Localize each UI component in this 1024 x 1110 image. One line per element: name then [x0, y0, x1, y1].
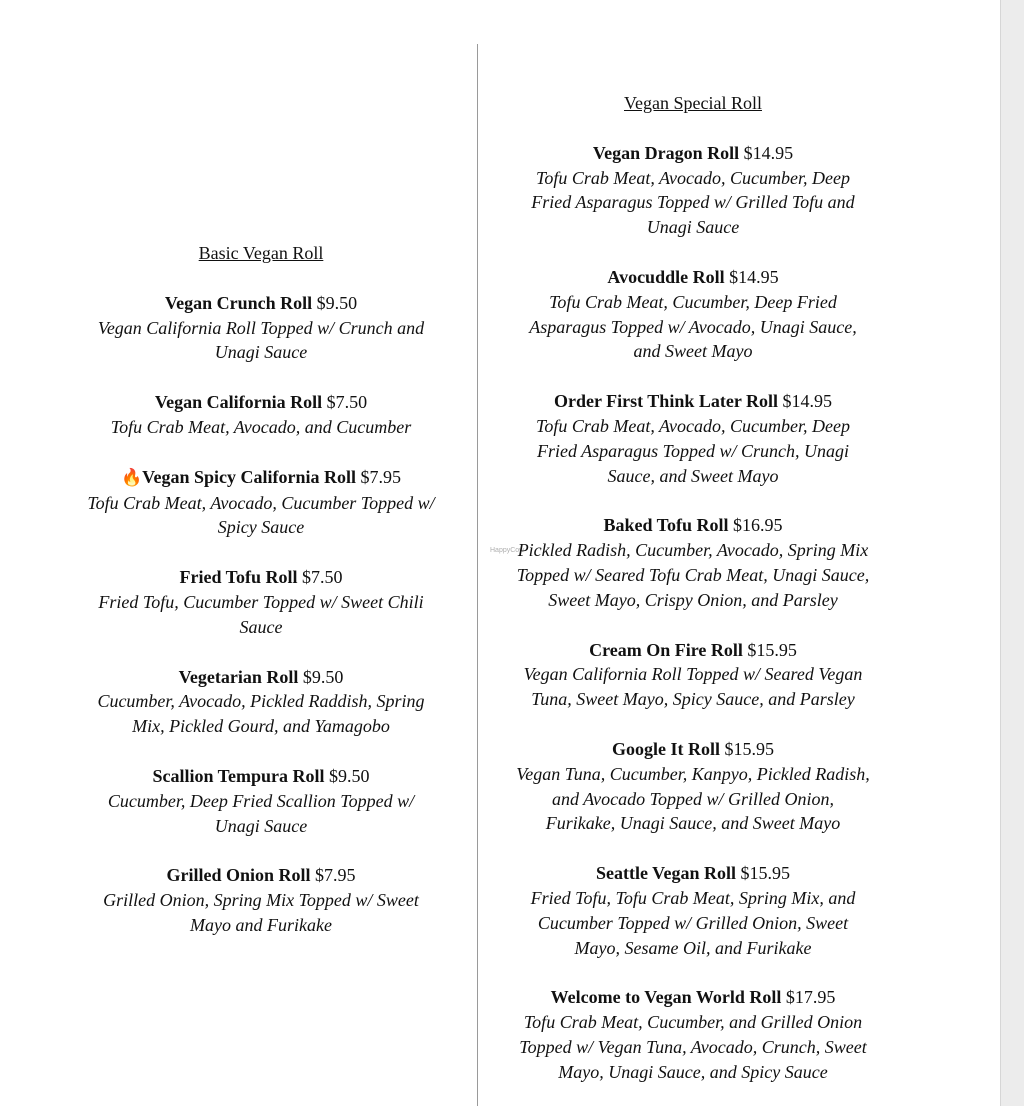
menu-item-name: Vegan Dragon Roll: [592, 142, 740, 163]
section-title-basic-vegan-roll: Basic Vegan Roll: [198, 243, 324, 263]
menu-item-description-line: Cucumber, Avocado, Pickled Raddish, Spring: [97, 691, 425, 712]
menu-item-heading: [493, 389, 893, 414]
vegan-special-roll-list: [493, 141, 893, 1085]
menu-item-heading: [493, 985, 893, 1010]
menu-item-description-line: Fried Asparagus Topped w/ Grilled Tofu and: [531, 192, 855, 213]
menu-item-price: $7.50: [326, 392, 368, 413]
menu-item-description-line: Sweet Mayo, Crispy Onion, and Parsley: [548, 589, 838, 610]
menu-item-name: Scallion Tempura Roll: [152, 765, 325, 786]
menu-item-name: Order First Think Later Roll: [553, 391, 778, 412]
menu-item-description-line: and Sweet Mayo: [633, 341, 753, 362]
fire-icon: 🔥: [120, 467, 143, 488]
menu-item-name: Seattle Vegan Roll: [595, 863, 736, 884]
menu-item-heading: [56, 665, 466, 690]
watermark: HappyCow: [490, 547, 525, 554]
menu-item-price: $7.95: [315, 865, 356, 886]
menu-item-description-line: Grilled Onion, Spring Mix Topped w/ Sweet: [103, 890, 419, 911]
menu-item-heading: [56, 764, 466, 789]
menu-item-name: Vegan Spicy California Roll: [142, 466, 357, 487]
menu-item: [493, 389, 893, 488]
section-title-vegan-special-roll: Vegan Special Roll: [624, 93, 762, 113]
menu-item-heading: [493, 141, 893, 166]
basic-vegan-roll-column: [56, 241, 466, 963]
menu-item-description-line: Tofu Crab Meat, Avocado, and Cucumber: [110, 416, 412, 437]
menu-item-description-line: Spicy Sauce: [217, 517, 305, 538]
menu-item-price: $9.50: [316, 292, 358, 313]
menu-item-name: Vegan Crunch Roll: [164, 292, 313, 313]
menu-item-name: Fried Tofu Roll: [179, 567, 298, 588]
menu-item-heading: [56, 565, 466, 590]
menu-item: [493, 141, 893, 240]
menu-item-price: $14.95: [729, 266, 779, 287]
menu-item-price: $15.95: [740, 863, 790, 884]
column-divider: [477, 44, 478, 1106]
menu-item-description-line: Topped w/ Vegan Tuna, Avocado, Crunch, Sweet: [519, 1036, 867, 1057]
menu-item-price: $14.95: [782, 391, 832, 412]
menu-item-heading: [493, 265, 893, 290]
menu-item-description-line: Cucumber, Deep Fried Scallion Topped w/: [107, 790, 415, 811]
menu-item: [493, 861, 893, 960]
menu-item: [493, 638, 893, 712]
menu-item-price: $17.95: [785, 987, 836, 1008]
menu-item-description-line: Tofu Crab Meat, Avocado, Cucumber, Deep: [536, 415, 850, 436]
menu-item-description-line: Cucumber Topped w/ Grilled Onion, Sweet: [537, 912, 849, 933]
menu-item-heading: [493, 513, 893, 538]
menu-item-description-line: Mayo and Furikake: [190, 914, 332, 935]
menu-item-name: Vegan California Roll: [154, 392, 323, 413]
menu-item-name: Google It Roll: [612, 738, 720, 759]
menu-item-description-line: and Avocado Topped w/ Grilled Onion,: [551, 788, 834, 809]
menu-item: [56, 291, 466, 365]
menu-item-description-line: Unagi Sauce: [646, 217, 740, 238]
menu-item-price: $7.95: [360, 466, 402, 487]
menu-item-description-line: Sauce: [239, 616, 283, 637]
menu-item: [56, 465, 466, 540]
menu-item-price: $9.50: [329, 765, 370, 786]
menu-item-price: $14.95: [743, 142, 794, 163]
menu-item-heading: [493, 638, 893, 663]
page-edge-scrollbar: [1000, 0, 1024, 1106]
menu-item-description-line: Vegan California Roll Topped w/ Crunch and: [97, 317, 425, 338]
vegan-special-roll-column: [493, 91, 893, 1110]
menu-item-description-line: Asparagus Topped w/ Avocado, Unagi Sauce,: [529, 316, 857, 337]
menu-item-description-line: Fried Tofu, Tofu Crab Meat, Spring Mix, and: [530, 887, 856, 908]
menu-item-description-line: Tofu Crab Meat, Cucumber, and Grilled Onion: [523, 1012, 863, 1033]
menu-item: [56, 764, 466, 838]
menu-item-price: $7.50: [302, 567, 343, 588]
menu-item-description-line: Tofu Crab Meat, Cucumber, Deep Fried: [549, 291, 837, 312]
menu-item-name: Baked Tofu Roll: [603, 515, 729, 536]
menu-item: [56, 390, 466, 440]
menu-item-description-line: Pickled Radish, Cucumber, Avocado, Spring Mix: [517, 540, 869, 561]
menu-item-description-line: Fried Asparagus Topped w/ Crunch, Unagi: [536, 440, 850, 461]
menu-item: [493, 985, 893, 1084]
menu-item-description-line: Fried Tofu, Cucumber Topped w/ Sweet Chili: [98, 591, 424, 612]
menu-item-heading: [56, 291, 466, 316]
menu-item-name: Grilled Onion Roll: [166, 865, 311, 886]
menu-item-name: Welcome to Vegan World Roll: [550, 987, 782, 1008]
menu-item-heading: [56, 465, 466, 491]
menu-item-heading: [56, 390, 466, 415]
menu-item: [56, 565, 466, 639]
menu-item-heading: [493, 737, 893, 762]
menu-item-description-line: Tuna, Sweet Mayo, Spicy Sauce, and Parsley: [531, 689, 855, 710]
menu-item-description-line: Mayo, Sesame Oil, and Furikake: [574, 937, 812, 958]
menu-item-description-line: Vegan California Roll Topped w/ Seared Vegan: [523, 664, 863, 685]
menu-item-description-line: Vegan Tuna, Cucumber, Kanpyo, Pickled Radish,: [516, 763, 870, 784]
menu-item: [493, 737, 893, 836]
menu-item-name: Avocuddle Roll: [607, 266, 725, 287]
menu-item: [493, 265, 893, 364]
menu-item-description-line: Unagi Sauce: [214, 815, 308, 836]
menu-item-description-line: Furikake, Unagi Sauce, and Sweet Mayo: [545, 813, 841, 834]
menu-item-heading: [56, 863, 466, 888]
menu-item-description-line: Mayo, Unagi Sauce, and Spicy Sauce: [558, 1061, 828, 1082]
menu-item: [56, 665, 466, 739]
menu-item-name: Cream On Fire Roll: [589, 639, 743, 660]
menu-item-description-line: Unagi Sauce: [214, 342, 308, 363]
menu-item-price: $15.95: [724, 738, 774, 759]
menu-item-description-line: Tofu Crab Meat, Avocado, Cucumber Topped w/: [87, 492, 435, 513]
menu-item-description-line: Sauce, and Sweet Mayo: [607, 465, 779, 486]
menu-item-description-line: Tofu Crab Meat, Avocado, Cucumber, Deep: [536, 167, 850, 188]
menu-item-description-line: Topped w/ Seared Tofu Crab Meat, Unagi Sauce,: [516, 564, 870, 585]
menu-item-price: $16.95: [733, 515, 783, 536]
menu-item-heading: [493, 861, 893, 886]
menu-item-name: Vegetarian Roll: [178, 666, 299, 687]
menu-item-price: $9.50: [302, 666, 344, 687]
menu-item: [56, 863, 466, 937]
menu-item-description-line: Mix, Pickled Gourd, and Yamagobo: [132, 716, 390, 737]
menu-item-price: $15.95: [747, 639, 797, 660]
basic-vegan-roll-list: [56, 291, 466, 938]
menu-item: [493, 513, 893, 612]
